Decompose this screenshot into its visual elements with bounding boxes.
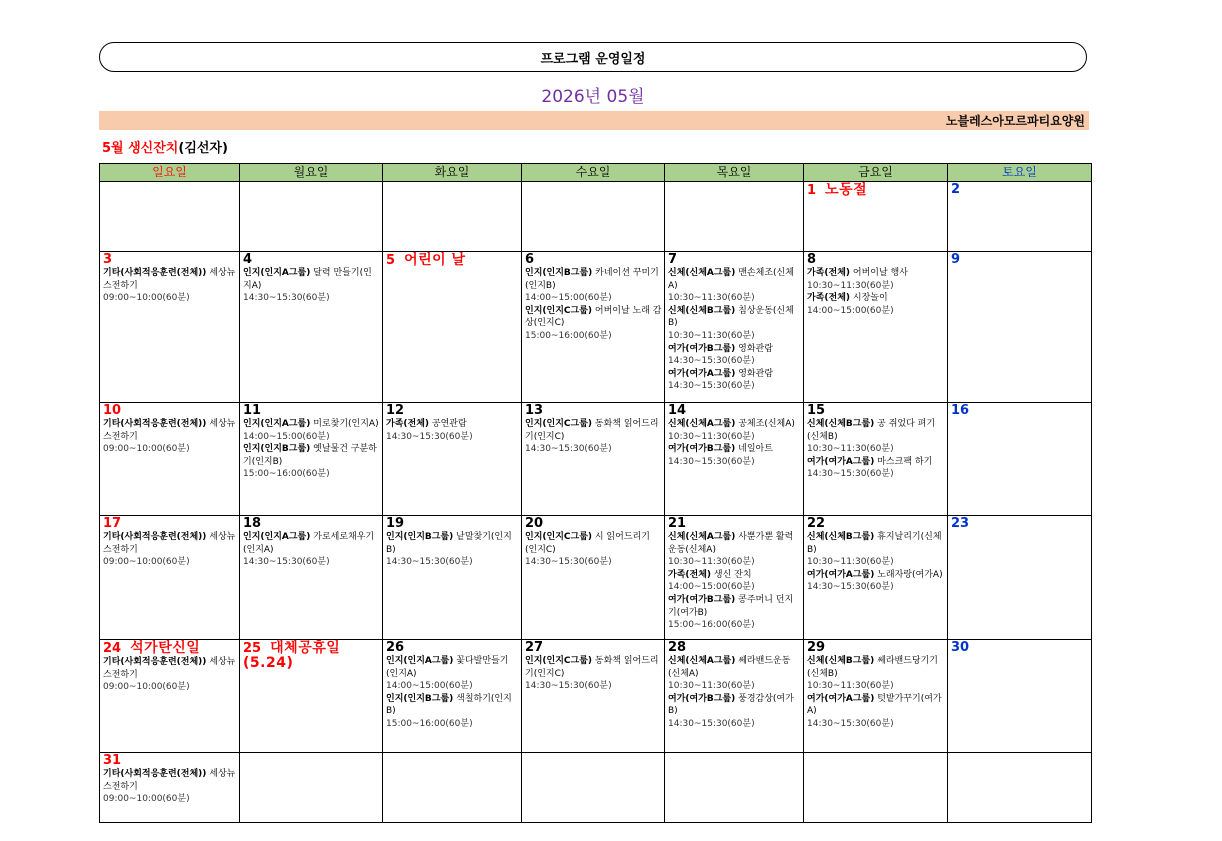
day-number: 21 <box>668 516 687 531</box>
event-time: 14:30~15:30(60분) <box>525 557 612 568</box>
event-time: 14:30~15:30(60분) <box>807 469 894 480</box>
event-entry <box>243 443 380 481</box>
event-category: 기타(사회적응훈련(전체)) <box>103 268 207 278</box>
day-cell <box>665 182 804 252</box>
day-number: 7 <box>668 252 678 267</box>
event-time: 09:00~10:00(60분) <box>103 293 190 304</box>
day-cell <box>240 403 383 516</box>
event-entry <box>668 368 801 393</box>
weekday-fri: 금요일 <box>804 164 948 182</box>
event-category: 여가(여가B그룹) <box>668 343 736 354</box>
event-entry <box>525 305 662 343</box>
event-time: 14:30~15:30(60분) <box>243 293 330 304</box>
day-cell <box>240 753 383 823</box>
day-cell <box>100 516 240 640</box>
event-time: 14:30~15:30(60분) <box>525 444 612 455</box>
event-time: 14:30~15:30(60분) <box>243 557 330 568</box>
day-number: 18 <box>243 516 262 531</box>
day-heading <box>103 517 237 531</box>
day-number: 14 <box>668 403 687 418</box>
day-cell <box>240 182 383 252</box>
event-entry <box>668 655 801 693</box>
event-category: 기타(사회적응훈련(전체)) <box>103 657 207 667</box>
event-title: 영화관람 <box>738 343 773 354</box>
event-entry <box>103 656 237 694</box>
day-number: 24 <box>103 641 122 656</box>
day-heading <box>103 253 237 267</box>
event-time: 14:30~15:30(60분) <box>386 431 473 442</box>
day-number: 8 <box>807 252 817 267</box>
event-entry <box>807 292 945 317</box>
event-entry <box>243 531 380 569</box>
event-time: 10:30~11:30(60분) <box>668 330 755 341</box>
day-cell <box>948 640 1092 753</box>
day-cell <box>948 252 1092 403</box>
day-number: 23 <box>951 516 970 531</box>
day-cell <box>665 403 804 516</box>
event-title: 풍경감상(여가B) <box>668 693 794 717</box>
event-category: 인지(인지A그룹) <box>243 268 311 278</box>
event-category: 신체(신체B그룹) <box>807 656 875 666</box>
weekday-tue: 화요일 <box>383 164 522 182</box>
event-entry <box>668 443 801 468</box>
month-title: 2026년 05월 <box>541 87 645 107</box>
day-number: 13 <box>525 403 544 418</box>
event-time: 14:00~15:00(60분) <box>525 293 612 304</box>
day-cell <box>804 640 948 753</box>
day-cell <box>100 403 240 516</box>
org-bar <box>99 111 1089 130</box>
event-category: 가족(전체) <box>807 293 851 304</box>
weekday-sun: 일요일 <box>100 164 240 182</box>
day-cell <box>948 182 1092 252</box>
day-heading <box>807 183 945 198</box>
week-row <box>100 252 1092 403</box>
event-time: 15:00~16:00(60분) <box>243 469 330 480</box>
day-cell <box>804 252 948 403</box>
day-cell <box>804 403 948 516</box>
event-category: 기타(사회적응훈련(전체)) <box>103 532 207 542</box>
day-heading <box>103 641 237 656</box>
day-heading <box>243 253 380 267</box>
day-cell <box>522 182 665 252</box>
event-entry <box>525 531 662 569</box>
event-category: 신체(신체A그룹) <box>668 532 736 542</box>
weekday-header-row <box>100 164 1092 182</box>
week-row <box>100 182 1092 252</box>
event-entry <box>668 267 801 305</box>
event-category: 여가(여가A그룹) <box>807 569 875 580</box>
event-title: 휴지날리기(신체B) <box>807 532 942 555</box>
day-cell <box>522 753 665 823</box>
day-cell <box>383 182 522 252</box>
event-entry <box>103 531 237 569</box>
day-number: 3 <box>103 252 113 267</box>
day-number: 11 <box>243 403 262 418</box>
day-heading <box>103 404 237 418</box>
event-entry <box>103 267 237 305</box>
day-cell <box>665 252 804 403</box>
day-heading <box>807 253 945 267</box>
org-name: 노블레스아모르파티요양원 <box>945 114 1085 128</box>
event-time: 14:30~15:30(60분) <box>386 557 473 568</box>
day-number: 5 <box>386 253 396 268</box>
event-title: 어버이날 행사 <box>852 268 908 278</box>
event-title: 마스크팩 하기 <box>877 456 933 467</box>
day-heading <box>386 641 519 655</box>
event-title: 노래자랑(여가A) <box>877 569 943 580</box>
day-heading <box>807 641 945 655</box>
week-row <box>100 753 1092 823</box>
day-cell <box>100 753 240 823</box>
event-entry <box>807 693 945 731</box>
event-time: 14:30~15:30(60분) <box>807 582 894 593</box>
birthday-person: (김선자) <box>178 141 228 156</box>
event-category: 인지(인지C그룹) <box>525 419 592 429</box>
event-entry <box>807 267 945 292</box>
holiday-label: 대체공휴일 (5.24) <box>243 640 341 671</box>
day-cell <box>948 516 1092 640</box>
event-category: 여가(여가A그룹) <box>807 693 875 704</box>
holiday-label: 어린이 날 <box>404 252 466 268</box>
event-category: 인지(인지B그룹) <box>386 532 454 542</box>
day-cell <box>383 516 522 640</box>
event-entry <box>668 305 801 343</box>
calendar-table <box>99 163 1092 823</box>
day-heading <box>525 404 662 418</box>
event-time: 10:30~11:30(60분) <box>807 444 894 455</box>
day-heading <box>951 183 1089 197</box>
weekday-sat: 토요일 <box>948 164 1092 182</box>
event-time: 14:30~15:30(60분) <box>525 681 612 692</box>
event-category: 인지(인지A그룹) <box>386 656 454 666</box>
day-heading <box>668 641 801 655</box>
event-entry <box>807 531 945 569</box>
event-time: 09:00~10:00(60분) <box>103 557 190 568</box>
event-category: 여가(여가A그룹) <box>807 456 875 467</box>
event-entry <box>525 655 662 693</box>
day-heading <box>525 641 662 655</box>
event-time: 14:30~15:30(60분) <box>668 456 755 467</box>
event-time: 14:30~15:30(60분) <box>807 718 894 729</box>
event-title: 시 읽어드리기(인지C) <box>525 532 650 555</box>
event-title: 달력 만들기(인지A) <box>243 268 372 291</box>
day-heading <box>807 404 945 418</box>
event-time: 09:00~10:00(60분) <box>103 444 190 455</box>
day-heading <box>951 253 1089 267</box>
event-title: 생신 잔치 <box>713 569 752 580</box>
day-heading <box>951 641 1089 655</box>
event-title: 가로세로채우기(인지A) <box>243 532 375 555</box>
event-title: 낱말찾기(인지B) <box>386 532 512 555</box>
event-time: 10:30~11:30(60분) <box>668 557 755 568</box>
event-entry <box>668 343 801 368</box>
event-time: 10:30~11:30(60분) <box>668 681 755 692</box>
event-title: 색칠하기(인지B) <box>386 693 512 717</box>
day-cell <box>522 640 665 753</box>
day-heading <box>386 517 519 531</box>
birthday-note <box>102 137 228 156</box>
event-entry <box>525 267 662 305</box>
event-time: 10:30~11:30(60분) <box>807 557 894 568</box>
day-cell <box>948 753 1092 823</box>
birthday-label: 5월 생신잔치 <box>102 141 179 156</box>
weekday-mon: 월요일 <box>240 164 383 182</box>
day-number: 25 <box>243 641 262 656</box>
day-heading <box>668 517 801 531</box>
event-time: 09:00~10:00(60분) <box>103 682 190 693</box>
day-cell <box>804 182 948 252</box>
event-category: 신체(신체B그룹) <box>668 305 736 316</box>
event-category: 인지(인지B그룹) <box>243 444 311 455</box>
holiday-label: 노동절 <box>825 182 868 198</box>
event-title: 어버이날 노래 감상(인지C) <box>525 305 662 329</box>
day-heading <box>243 517 380 531</box>
event-entry <box>386 655 519 693</box>
event-category: 신체(신체A그룹) <box>668 419 736 429</box>
event-category: 기타(사회적응훈련(전체)) <box>103 419 207 429</box>
event-time: 14:00~15:00(60분) <box>668 582 755 593</box>
day-cell <box>665 640 804 753</box>
day-cell <box>522 516 665 640</box>
day-number: 17 <box>103 516 122 531</box>
event-entry <box>668 418 801 443</box>
event-time: 10:30~11:30(60분) <box>807 280 894 291</box>
event-entry <box>668 594 801 632</box>
day-number: 26 <box>386 640 405 655</box>
event-title: 동화책 읽어드리기(인지C) <box>525 656 659 679</box>
day-heading <box>807 517 945 531</box>
event-time: 14:00~15:00(60분) <box>243 431 330 442</box>
day-cell <box>804 753 948 823</box>
event-entry <box>807 418 945 456</box>
event-time: 15:00~16:00(60분) <box>668 620 755 631</box>
day-number: 6 <box>525 252 535 267</box>
event-title: 네일아트 <box>738 444 773 455</box>
event-title: 옛날물건 구분하기(인지B) <box>243 444 377 467</box>
event-entry <box>668 693 801 731</box>
event-title: 세상뉴스전하기 <box>103 268 236 291</box>
event-entry <box>103 768 237 806</box>
day-cell <box>383 640 522 753</box>
event-category: 인지(인지A그룹) <box>243 532 311 542</box>
event-title: 공체조(신체A) <box>738 419 795 429</box>
event-entry <box>807 655 945 693</box>
day-cell <box>383 403 522 516</box>
event-title: 콩주머니 던지기(여가B) <box>668 594 794 618</box>
event-title: 세상뉴스전하기 <box>103 532 236 555</box>
day-cell <box>522 403 665 516</box>
day-number: 29 <box>807 640 826 655</box>
week-row <box>100 403 1092 516</box>
event-category: 가족(전체) <box>807 268 851 278</box>
event-time: 09:00~10:00(60분) <box>103 794 190 805</box>
day-cell <box>240 252 383 403</box>
event-category: 인지(인지B그룹) <box>386 693 454 704</box>
event-title: 동화책 읽어드리기(인지C) <box>525 419 659 442</box>
day-heading <box>668 404 801 418</box>
event-title: 쎄라밴드운동(신체A) <box>668 656 791 679</box>
event-category: 여가(여가B그룹) <box>668 693 736 704</box>
event-category: 신체(신체A그룹) <box>668 656 736 666</box>
day-cell <box>522 252 665 403</box>
week-row <box>100 640 1092 753</box>
day-cell <box>383 252 522 403</box>
event-time: 14:00~15:00(60분) <box>386 681 473 692</box>
event-category: 가족(전체) <box>668 569 712 580</box>
event-title: 시장놀이 <box>852 293 888 304</box>
event-category: 여가(여가B그룹) <box>668 594 736 605</box>
day-cell <box>665 753 804 823</box>
event-category: 인지(인지C그룹) <box>525 305 592 316</box>
event-category: 인지(인지B그룹) <box>525 268 593 278</box>
event-entry <box>668 569 801 594</box>
event-time: 10:30~11:30(60분) <box>668 431 755 442</box>
day-number: 22 <box>807 516 826 531</box>
event-title: 공연관람 <box>431 419 467 429</box>
day-heading <box>386 253 519 268</box>
event-title: 꽃다발만들기(인지A) <box>386 656 509 679</box>
event-category: 가족(전체) <box>386 419 430 429</box>
event-category: 신체(신체B그룹) <box>807 532 875 542</box>
day-heading <box>103 754 237 768</box>
day-heading <box>525 517 662 531</box>
day-number: 20 <box>525 516 544 531</box>
day-number: 9 <box>951 252 961 267</box>
event-category: 인지(인지C그룹) <box>525 532 592 542</box>
day-cell <box>100 182 240 252</box>
day-number: 15 <box>807 403 826 418</box>
day-number: 27 <box>525 640 544 655</box>
event-title: 맨손체조(신체A) <box>668 268 794 291</box>
event-time: 15:00~16:00(60분) <box>525 330 612 341</box>
day-cell <box>665 516 804 640</box>
event-title: 세상뉴스전하기 <box>103 769 236 792</box>
event-title: 세상뉴스전하기 <box>103 657 236 680</box>
weekday-thu: 목요일 <box>665 164 804 182</box>
day-heading <box>243 404 380 418</box>
event-title: 영화관람 <box>738 368 774 379</box>
day-cell <box>100 252 240 403</box>
day-number: 31 <box>103 753 122 768</box>
day-number: 10 <box>103 403 122 418</box>
event-time: 14:00~15:00(60분) <box>807 305 894 316</box>
day-cell <box>240 640 383 753</box>
event-time: 15:00~16:00(60분) <box>386 718 473 729</box>
day-cell <box>948 403 1092 516</box>
day-cell <box>383 753 522 823</box>
event-entry <box>243 418 380 443</box>
event-title: 미로찾기(인지A) <box>313 419 379 429</box>
day-number: 4 <box>243 252 253 267</box>
day-heading <box>951 404 1089 418</box>
page-title: 프로그램 운영일정 <box>99 42 1087 72</box>
day-heading <box>525 253 662 267</box>
day-number: 19 <box>386 516 405 531</box>
event-category: 기타(사회적응훈련(전체)) <box>103 769 207 779</box>
event-category: 신체(신체B그룹) <box>807 419 875 429</box>
day-heading <box>243 641 380 671</box>
event-entry <box>807 456 945 481</box>
event-time: 14:30~15:30(60분) <box>668 381 755 392</box>
day-cell <box>100 640 240 753</box>
event-time: 14:30~15:30(60분) <box>668 356 755 367</box>
event-category: 인지(인지C그룹) <box>525 656 592 666</box>
event-entry <box>103 418 237 456</box>
event-category: 여가(여가B그룹) <box>668 444 736 455</box>
event-title: 카네이션 꾸미기(인지B) <box>525 268 659 291</box>
event-entry <box>243 267 380 305</box>
day-cell <box>804 516 948 640</box>
day-number: 2 <box>951 182 961 197</box>
day-heading <box>668 253 801 267</box>
weekday-wed: 수요일 <box>522 164 665 182</box>
event-category: 여가(여가A그룹) <box>668 368 736 379</box>
day-number: 16 <box>951 403 970 418</box>
event-category: 인지(인지A그룹) <box>243 419 311 429</box>
event-title: 텃밭가꾸기(여가A) <box>807 693 942 717</box>
day-number: 30 <box>951 640 970 655</box>
event-entry <box>525 418 662 456</box>
day-number: 1 <box>807 183 817 198</box>
event-title: 침상운동(신체B) <box>668 305 794 329</box>
event-entry <box>807 569 945 594</box>
event-entry <box>386 693 519 731</box>
event-time: 10:30~11:30(60분) <box>668 293 755 304</box>
week-row <box>100 516 1092 640</box>
day-number: 28 <box>668 640 687 655</box>
event-category: 신체(신체A그룹) <box>668 268 736 278</box>
event-time: 14:30~15:30(60분) <box>668 718 755 729</box>
day-number: 12 <box>386 403 405 418</box>
event-time: 10:30~11:30(60분) <box>807 681 894 692</box>
event-entry <box>386 531 519 569</box>
event-entry <box>386 418 519 443</box>
day-heading <box>386 404 519 418</box>
event-title: 사뿐가뿐 활력운동(신체A) <box>668 532 794 555</box>
day-heading <box>951 517 1089 531</box>
day-cell <box>240 516 383 640</box>
holiday-label: 석가탄신일 <box>130 640 201 656</box>
event-title: 세상뉴스전하기 <box>103 419 236 442</box>
event-title: 공 쥐었다 펴기(신체B) <box>807 419 936 442</box>
event-title: 쎄라밴드당기기(신체B) <box>807 656 938 679</box>
event-entry <box>668 531 801 569</box>
